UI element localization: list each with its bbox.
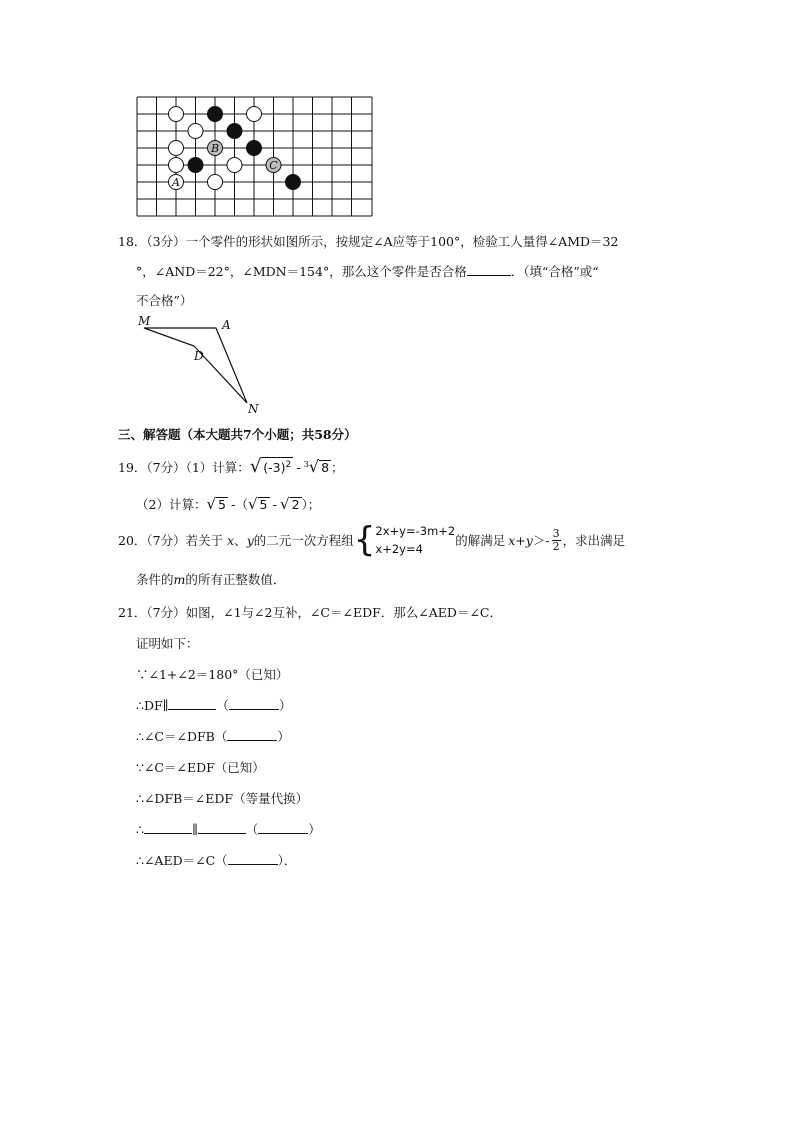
white-stone <box>169 107 184 122</box>
q21-blank-line2[interactable] <box>198 821 246 834</box>
q20-sep: 、 <box>234 533 247 548</box>
sqrt-sign-icon: √ <box>249 456 262 477</box>
stone-label-b: B <box>210 142 220 155</box>
q20-prefix: 20．（7分）若关于 <box>118 533 224 548</box>
part-outline <box>144 328 247 403</box>
section-heading: 三、解答题（本大题共7个小题；共58分） <box>118 427 357 442</box>
q21-s2a: ∴DF∥ <box>136 698 169 713</box>
q19-minus: - <box>296 460 301 475</box>
white-stone <box>169 141 184 156</box>
q21-line1: 21．（7分）如图，∠1与∠2互补，∠C＝∠EDF．那么∠AED＝∠C． <box>118 605 502 620</box>
q20-gt: ＞- <box>532 533 550 548</box>
q21-s6b: ∥ <box>191 822 198 837</box>
black-stone <box>227 124 242 139</box>
q20-y: y <box>246 533 254 548</box>
q21-s3b: ） <box>277 729 290 744</box>
q20-cond: 的解满足 <box>455 533 506 548</box>
white-stone <box>227 158 242 173</box>
q20-prefix-group <box>118 531 354 549</box>
q19-r5b: 5 <box>259 497 268 512</box>
q21-s6c: （ <box>245 822 259 837</box>
q21-blank-reason1[interactable] <box>229 697 279 710</box>
stone-label-c: C <box>269 159 278 172</box>
q20-frac-num: 3 <box>552 526 560 540</box>
sqrt-sign-icon: √ <box>247 495 258 513</box>
q20-line2 <box>136 570 285 588</box>
q21-step7 <box>136 851 296 869</box>
q19-part2-prefix: （2）计算： <box>136 497 207 512</box>
q19-cube-index: 3 <box>303 459 309 469</box>
q21-s7b: ）． <box>277 853 297 868</box>
sqrt-sign-icon: √ <box>280 495 290 513</box>
q20-line1 <box>118 522 625 562</box>
q21-blank-reason2[interactable] <box>227 728 277 741</box>
sqrt-sign-icon: √ <box>206 495 217 513</box>
q20-line2-a: 条件的 <box>136 572 174 587</box>
black-stone <box>208 107 223 122</box>
q20-m: m <box>173 572 186 587</box>
q21-step3 <box>136 727 290 745</box>
stone-label-a: A <box>172 176 180 189</box>
label-a: A <box>222 318 231 332</box>
q19-end: ； <box>331 460 344 475</box>
part-figure <box>134 312 274 416</box>
q20-cond-group <box>455 531 549 549</box>
q19-rad1: (-3) <box>263 460 286 475</box>
q20-fraction <box>552 528 561 553</box>
q21-step4: ∵∠C＝∠EDF（已知） <box>136 760 265 775</box>
q20-frac-den: 2 <box>552 539 560 553</box>
q19-prefix: 19．（7分）（1）计算： <box>118 460 250 475</box>
q21-s6a: ∴ <box>136 822 144 837</box>
black-stone <box>247 141 262 156</box>
q21-s7a: ∴∠AED＝∠C（ <box>136 853 228 868</box>
white-stone <box>188 124 203 139</box>
q19-rad2: 8 <box>321 460 330 475</box>
q21-s2c: ） <box>278 698 292 713</box>
brace-icon: { <box>353 520 376 560</box>
q20-xy: x+y <box>508 533 533 548</box>
cbrt-sign-icon: √ <box>308 457 320 476</box>
q20-mid: 的二元一次方程组 <box>253 533 354 548</box>
q19-exp: 2 <box>285 459 292 470</box>
q19-p2-end: ）； <box>301 497 321 512</box>
q21-step6 <box>136 820 321 838</box>
q19-line2 <box>136 495 320 513</box>
black-stone <box>188 158 203 173</box>
q18-line2 <box>136 262 599 280</box>
q18-line3: 不合格”） <box>136 293 193 308</box>
q21-blank-line1[interactable] <box>144 821 192 834</box>
q20-eq2: x+2y=4 <box>375 542 423 556</box>
q21-step5: ∴∠DFB＝∠EDF（等量代换） <box>136 791 309 806</box>
white-stone <box>208 175 223 190</box>
q18-line2-tail: ．（填“合格”或“ <box>510 264 599 279</box>
q21-step1: ∵∠1+∠2＝180°（已知） <box>136 667 289 682</box>
black-stone <box>286 175 301 190</box>
q21-blank-reason4[interactable] <box>228 852 278 865</box>
q19-p2-mid: -（ <box>230 497 248 512</box>
q21-step2 <box>136 696 291 714</box>
q18-line2-text: °，∠AND＝22°，∠MDN＝154°，那么这个零件是否合格 <box>136 264 467 279</box>
q19-r2: 2 <box>291 497 300 512</box>
q20-line2-b: 的所有正整数值． <box>185 572 286 587</box>
q19-line1 <box>118 456 344 477</box>
label-m: M <box>138 314 151 328</box>
q21-blank-parallel[interactable] <box>168 697 216 710</box>
q19-minus2: - <box>272 497 278 512</box>
q18-answer-blank[interactable] <box>467 263 511 276</box>
q21-blank-reason3[interactable] <box>258 821 308 834</box>
label-d: D <box>194 349 204 363</box>
q21-s3a: ∴∠C＝∠DFB（ <box>136 729 228 744</box>
white-stone <box>169 158 184 173</box>
white-stone <box>247 107 262 122</box>
go-board-figure <box>136 96 376 218</box>
q20-x: x <box>227 533 235 548</box>
label-n: N <box>248 402 259 416</box>
q21-proof-title: 证明如下： <box>136 636 199 651</box>
q19-radicand <box>261 457 293 475</box>
q19-r5: 5 <box>218 497 226 512</box>
q20-eq1: 2x+y=-3m+2 <box>375 524 456 538</box>
q18-line1: 18．（3分）一个零件的形状如图所示，按规定∠A应等于100°，检验工人量得∠AMD＝32 <box>118 234 619 249</box>
q20-tail: ，求出满足 <box>562 533 626 548</box>
q21-s6d: ） <box>308 822 321 837</box>
q20-system <box>375 522 455 558</box>
q21-s2b: （ <box>216 698 229 713</box>
